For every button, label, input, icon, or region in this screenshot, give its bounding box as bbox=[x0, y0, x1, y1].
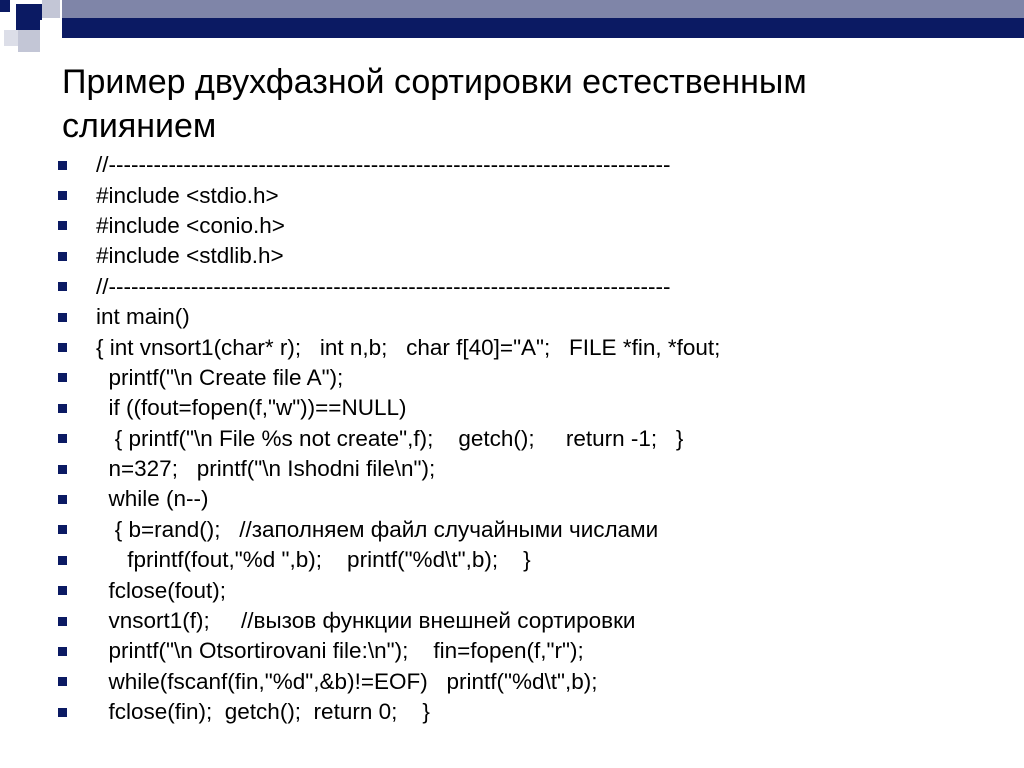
code-line: n=327; printf("\n Ishodni file\n"); bbox=[96, 456, 436, 482]
square-bullet-icon bbox=[58, 252, 67, 261]
square-bullet-icon bbox=[58, 617, 67, 626]
slide-title: Пример двухфазной сортировки естественным слиянием bbox=[62, 63, 807, 145]
square-bullet-icon bbox=[58, 373, 67, 382]
list-item bbox=[58, 484, 720, 514]
code-bullet-list bbox=[58, 150, 720, 727]
list-item bbox=[58, 211, 720, 241]
code-line: vnsort1(f); //вызов функции внешней сортировки bbox=[96, 608, 636, 634]
square-bullet-icon bbox=[58, 161, 67, 170]
list-item bbox=[58, 636, 720, 666]
decor-band-light bbox=[62, 0, 1024, 18]
square-bullet-icon bbox=[58, 343, 67, 352]
list-item bbox=[58, 272, 720, 302]
code-line: //--------------------------------------------------------------------------- bbox=[96, 152, 671, 178]
code-line: { int vnsort1(char* r); int n,b; char f[40]="A"; FILE *fin, *fout; bbox=[96, 334, 721, 360]
code-line: printf("\n Create file A"); bbox=[96, 364, 344, 390]
square-bullet-icon bbox=[58, 647, 67, 656]
decor-square bbox=[40, 20, 62, 50]
code-line: int main() bbox=[96, 304, 190, 330]
square-bullet-icon bbox=[58, 525, 67, 534]
list-item bbox=[58, 363, 720, 393]
square-bullet-icon bbox=[58, 191, 67, 200]
square-bullet-icon bbox=[58, 495, 67, 504]
list-item bbox=[58, 424, 720, 454]
decor-square bbox=[0, 0, 10, 12]
list-item bbox=[58, 606, 720, 636]
square-bullet-icon bbox=[58, 677, 67, 686]
square-bullet-icon bbox=[58, 586, 67, 595]
list-item bbox=[58, 515, 720, 545]
decor-square bbox=[16, 4, 42, 30]
list-item bbox=[58, 667, 720, 697]
list-item bbox=[58, 545, 720, 575]
code-line: fclose(fin); getch(); return 0; } bbox=[96, 699, 430, 725]
code-line: #include <conio.h> bbox=[96, 212, 285, 238]
square-bullet-icon bbox=[58, 556, 67, 565]
list-item bbox=[58, 302, 720, 332]
list-item bbox=[58, 393, 720, 423]
list-item bbox=[58, 697, 720, 727]
square-bullet-icon bbox=[58, 282, 67, 291]
code-line: fprintf(fout,"%d ",b); printf("%d\t",b); } bbox=[96, 547, 531, 573]
code-line: #include <stdlib.h> bbox=[96, 243, 284, 269]
square-bullet-icon bbox=[58, 221, 67, 230]
list-item bbox=[58, 150, 720, 180]
code-line: { b=rand(); //заполняем файл случайными числами bbox=[96, 516, 659, 542]
decor-square bbox=[4, 30, 18, 46]
code-line: //--------------------------------------------------------------------------- bbox=[96, 273, 671, 299]
decor-square bbox=[18, 30, 40, 52]
list-item bbox=[58, 241, 720, 271]
square-bullet-icon bbox=[58, 465, 67, 474]
decor-square bbox=[42, 0, 60, 18]
list-item bbox=[58, 575, 720, 605]
code-line: if ((fout=fopen(f,"w"))==NULL) bbox=[96, 395, 407, 421]
code-line: { printf("\n File %s not create",f); getch(); return -1; } bbox=[96, 425, 684, 451]
square-bullet-icon bbox=[58, 313, 67, 322]
code-line: while(fscanf(fin,"%d",&b)!=EOF) printf("%d\t",b); bbox=[96, 668, 598, 694]
decor-band bbox=[62, 18, 1024, 38]
code-line: while (n--) bbox=[96, 486, 209, 512]
list-item bbox=[58, 454, 720, 484]
code-line: printf("\n Otsortirovani file:\n"); fin=fopen(f,"r"); bbox=[96, 638, 584, 664]
code-line: #include <stdio.h> bbox=[96, 182, 279, 208]
square-bullet-icon bbox=[58, 404, 67, 413]
list-item bbox=[58, 332, 720, 362]
square-bullet-icon bbox=[58, 434, 67, 443]
code-line: fclose(fout); bbox=[96, 577, 227, 603]
square-bullet-icon bbox=[58, 708, 67, 717]
decorative-header bbox=[0, 0, 1024, 60]
list-item bbox=[58, 180, 720, 210]
